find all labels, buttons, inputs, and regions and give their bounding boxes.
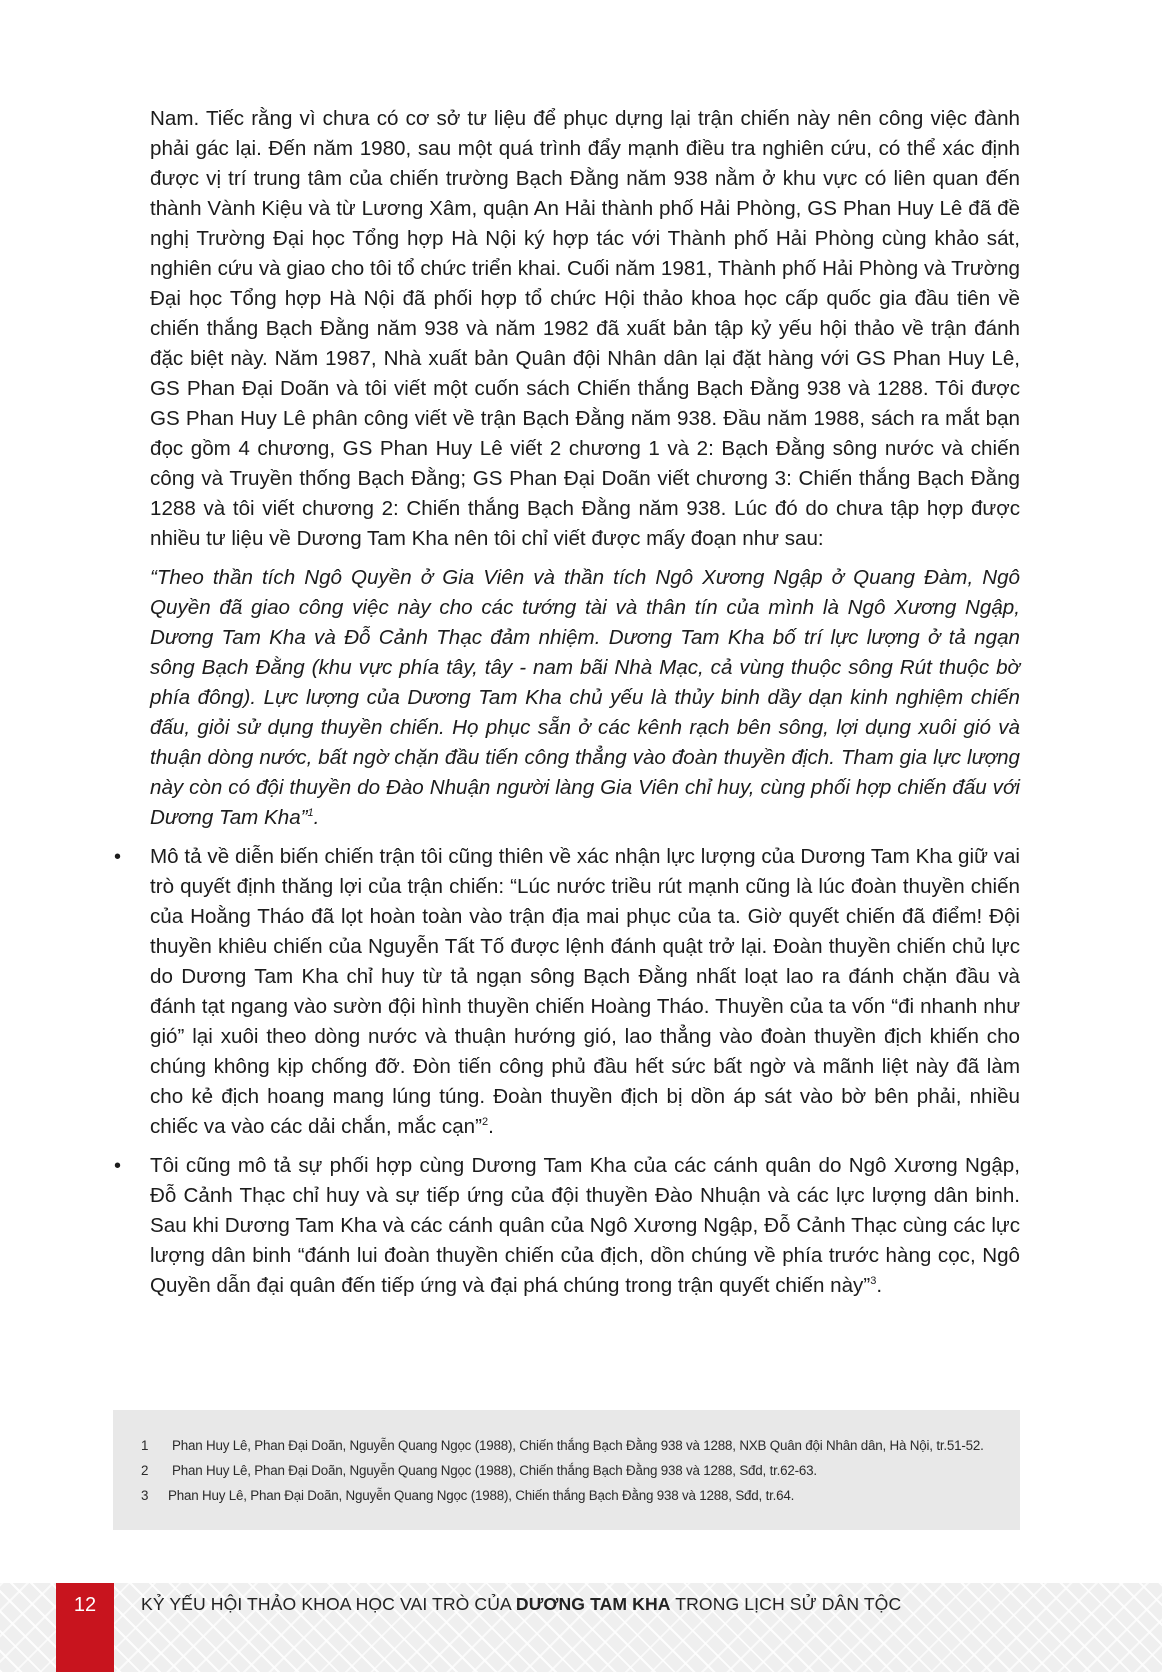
bullet-text: Tôi cũng mô tả sự phối hợp cùng Dương Tam Kha của các cánh quân do Ngô Xương Ngập, Đỗ Cảnh Thạc chỉ huy và sự tiếp ứng của đội thuyền Đào Nhuận và các lực lượng dân binh. Sau khi Dương Tam Kha và các cánh quân của Ngô Xương Ngập, Đỗ Cảnh Thạc cùng các lực lượng dân binh “đánh lui đoàn thuyền chiến của địch, dồn chúng về phía trước hàng cọc, Ngô Quyền dẫn đại quân đến tiếp ứng và đại phá chúng trong trận quyết chiến này” [150, 1154, 1020, 1297]
bullet-item [114, 1151, 1020, 1301]
bullet-end: . [488, 1115, 494, 1138]
footnote-item [141, 1462, 817, 1480]
footnote-ref: 3 [870, 1275, 877, 1288]
bullet-end: . [876, 1274, 883, 1297]
body-paragraph: Nam. Tiếc rằng vì chưa có cơ sở tư liệu để phục dựng lại trận chiến này nên công việc đành phải gác lại. Đến năm 1980, sau một quá trình đẩy mạnh điều tra nghiên cứu, có thể xác định được vị trí trung tâm của chiến trường Bạch Đằng năm 938 nằm ở khu vực có liên quan đến thành Vành Kiệu và từ Lương Xâm, quận An Hải thành phố Hải Phòng, GS Phan Huy Lê đã đề nghị Trường Đại học Tổng hợp Hà Nội ký hợp tác với Thành phố Hải Phòng cùng khảo sát, nghiên cứu và giao cho tôi tổ chức triển khai. Cuối năm 1981, Thành phố Hải Phòng và Trường Đại học Tổng hợp Hà Nội đã phối hợp tổ chức Hội thảo khoa học cấp quốc gia đầu tiên về chiến thắng Bạch Đằng năm 938 và năm 1982 đã xuất bản tập kỷ yếu hội thảo về trận đánh đặc biệt này. Năm 1987, Nhà xuất bản Quân đội Nhân dân lại đặt hàng với GS Phan Huy Lê, GS Phan Đại Doãn và tôi viết một cuốn sách Chiến thắng Bạch Đằng 938 và 1288. Tôi được GS Phan Huy Lê phân công viết về trận Bạch Đằng năm 938. Đầu năm 1988, sách ra mắt bạn đọc gồm 4 chương, GS Phan Huy Lê viết 2 chương 1 và 2: Bạch Đằng sông nước và chiến công và Truyền thống Bạch Đằng; GS Phan Đại Doãn viết chương 3: Chiến thắng Bạch Đằng 1288 và tôi viết chương 2: Chiến thắng Bạch Đằng năm 938. Lúc đó do chưa tập hợp được nhiều tư liệu về Dương Tam Kha nên tôi chỉ viết được mấy đoạn như sau: [150, 107, 1020, 550]
footnotes-box [113, 1410, 1020, 1530]
footnote-number: 3 [141, 1488, 149, 1503]
bullet-icon: • [114, 846, 122, 868]
footnote-number: 2 [141, 1463, 149, 1478]
footer-title-prefix: KỶ YẾU HỘI THẢO KHOA HỌC VAI TRÒ CỦA [141, 1594, 516, 1614]
page-number: 12 [73, 1594, 97, 1616]
footnote-text: Phan Huy Lê, Phan Đại Doãn, Nguyễn Quang Ngọc (1988), Chiến thắng Bạch Đằng 938 và 1288, Sđd, tr.62-63. [172, 1463, 817, 1478]
footnote-ref: 2 [481, 1116, 489, 1129]
footnote-number: 1 [141, 1438, 149, 1453]
quote-end: . [313, 806, 320, 829]
bullet-icon: • [114, 1155, 122, 1177]
block-quote [150, 563, 1020, 833]
footnote-item [141, 1487, 794, 1505]
footnote-text: Phan Huy Lê, Phan Đại Doãn, Nguyễn Quang Ngọc (1988), Chiến thắng Bạch Đằng 938 và 1288, Sđd, tr.64. [168, 1488, 795, 1503]
main-text [114, 104, 1020, 1301]
footnote-item [141, 1437, 984, 1455]
page-number-badge [56, 1583, 114, 1672]
quote-text: “Theo thần tích Ngô Quyền ở Gia Viên và thần tích Ngô Xương Ngập ở Quang Đàm, Ngô Quyền đã giao công việc này cho các tướng tài và thân tín của mình là Ngô Xương Ngập, Dương Tam Kha và Đỗ Cảnh Thạc đảm nhiệm. Dương Tam Kha bố trí lực lượng ở tả ngạn sông Bạch Đằng (khu vực phía tây, tây - nam bãi Nhà Mạc, cả vùng thuộc sông Rút thuộc bờ phía đông). Lực lượng của Dương Tam Kha chủ yếu là thủy binh dầy dạn kinh nghiệm chiến đấu, giỏi sử dụng thuyền chiến. Họ phục sẵn ở các kênh rạch bên sông, lợi dụng xuôi gió và thuận dòng nước, bất ngờ chặn đầu tiến công thẳng vào đoàn thuyền địch. Tham gia lực lượng này còn có đội thuyền do Đào Nhuận người làng Gia Viên chỉ huy, cùng phối hợp chiến đấu với Dương Tam Kha” [150, 566, 1020, 829]
bullet-item [114, 842, 1020, 1142]
footnote-text: Phan Huy Lê, Phan Đại Doãn, Nguyễn Quang Ngọc (1988), Chiến thắng Bạch Đằng 938 và 1288, NXB Quân đội Nhân dân, Hà Nội, tr.51-52. [172, 1438, 984, 1453]
footnote-ref: 1 [307, 807, 314, 820]
footer-title-suffix: TRONG LỊCH SỬ DÂN TỘC [670, 1594, 902, 1614]
footer-title-bold: DƯƠNG TAM KHA [515, 1594, 671, 1614]
bullet-text: Mô tả về diễn biến chiến trận tôi cũng thiên về xác nhận lực lượng của Dương Tam Kha giữ vai trò quyết định thăng lợi của trận chiến: “Lúc nước triều rút mạnh cũng là lúc đoàn thuyền chiến của Hoằng Tháo đã lọt hoàn toàn vào trận địa mai phục của ta. Giờ quyết chiến đã điểm! Đội thuyền khiêu chiến của Nguyễn Tất Tố được lệnh đánh quật trở lại. Đoàn thuyền chiến chủ lực do Dương Tam Kha chỉ huy từ tả ngạn sông Bạch Đằng nhất loạt lao ra đánh chặn đầu và đánh tạt ngang vào sườn đội hình thuyền chiến Hoàng Tháo. Thuyền của ta vốn “đi nhanh như gió” lại xuôi theo dòng nước và thuận hướng gió, lao thẳng vào đoàn thuyền địch khiến cho chúng không kịp chống đỡ. Đòn tiến công phủ đầu hết sức bất ngờ và mãnh liệt này đã làm cho kẻ địch hoang mang lúng túng. Đoàn thuyền địch bị dồn áp sát vào bờ bên phải, nhiều chiếc va vào các dải chắn, mắc cạn” [150, 845, 1020, 1138]
running-footer [141, 1594, 901, 1615]
